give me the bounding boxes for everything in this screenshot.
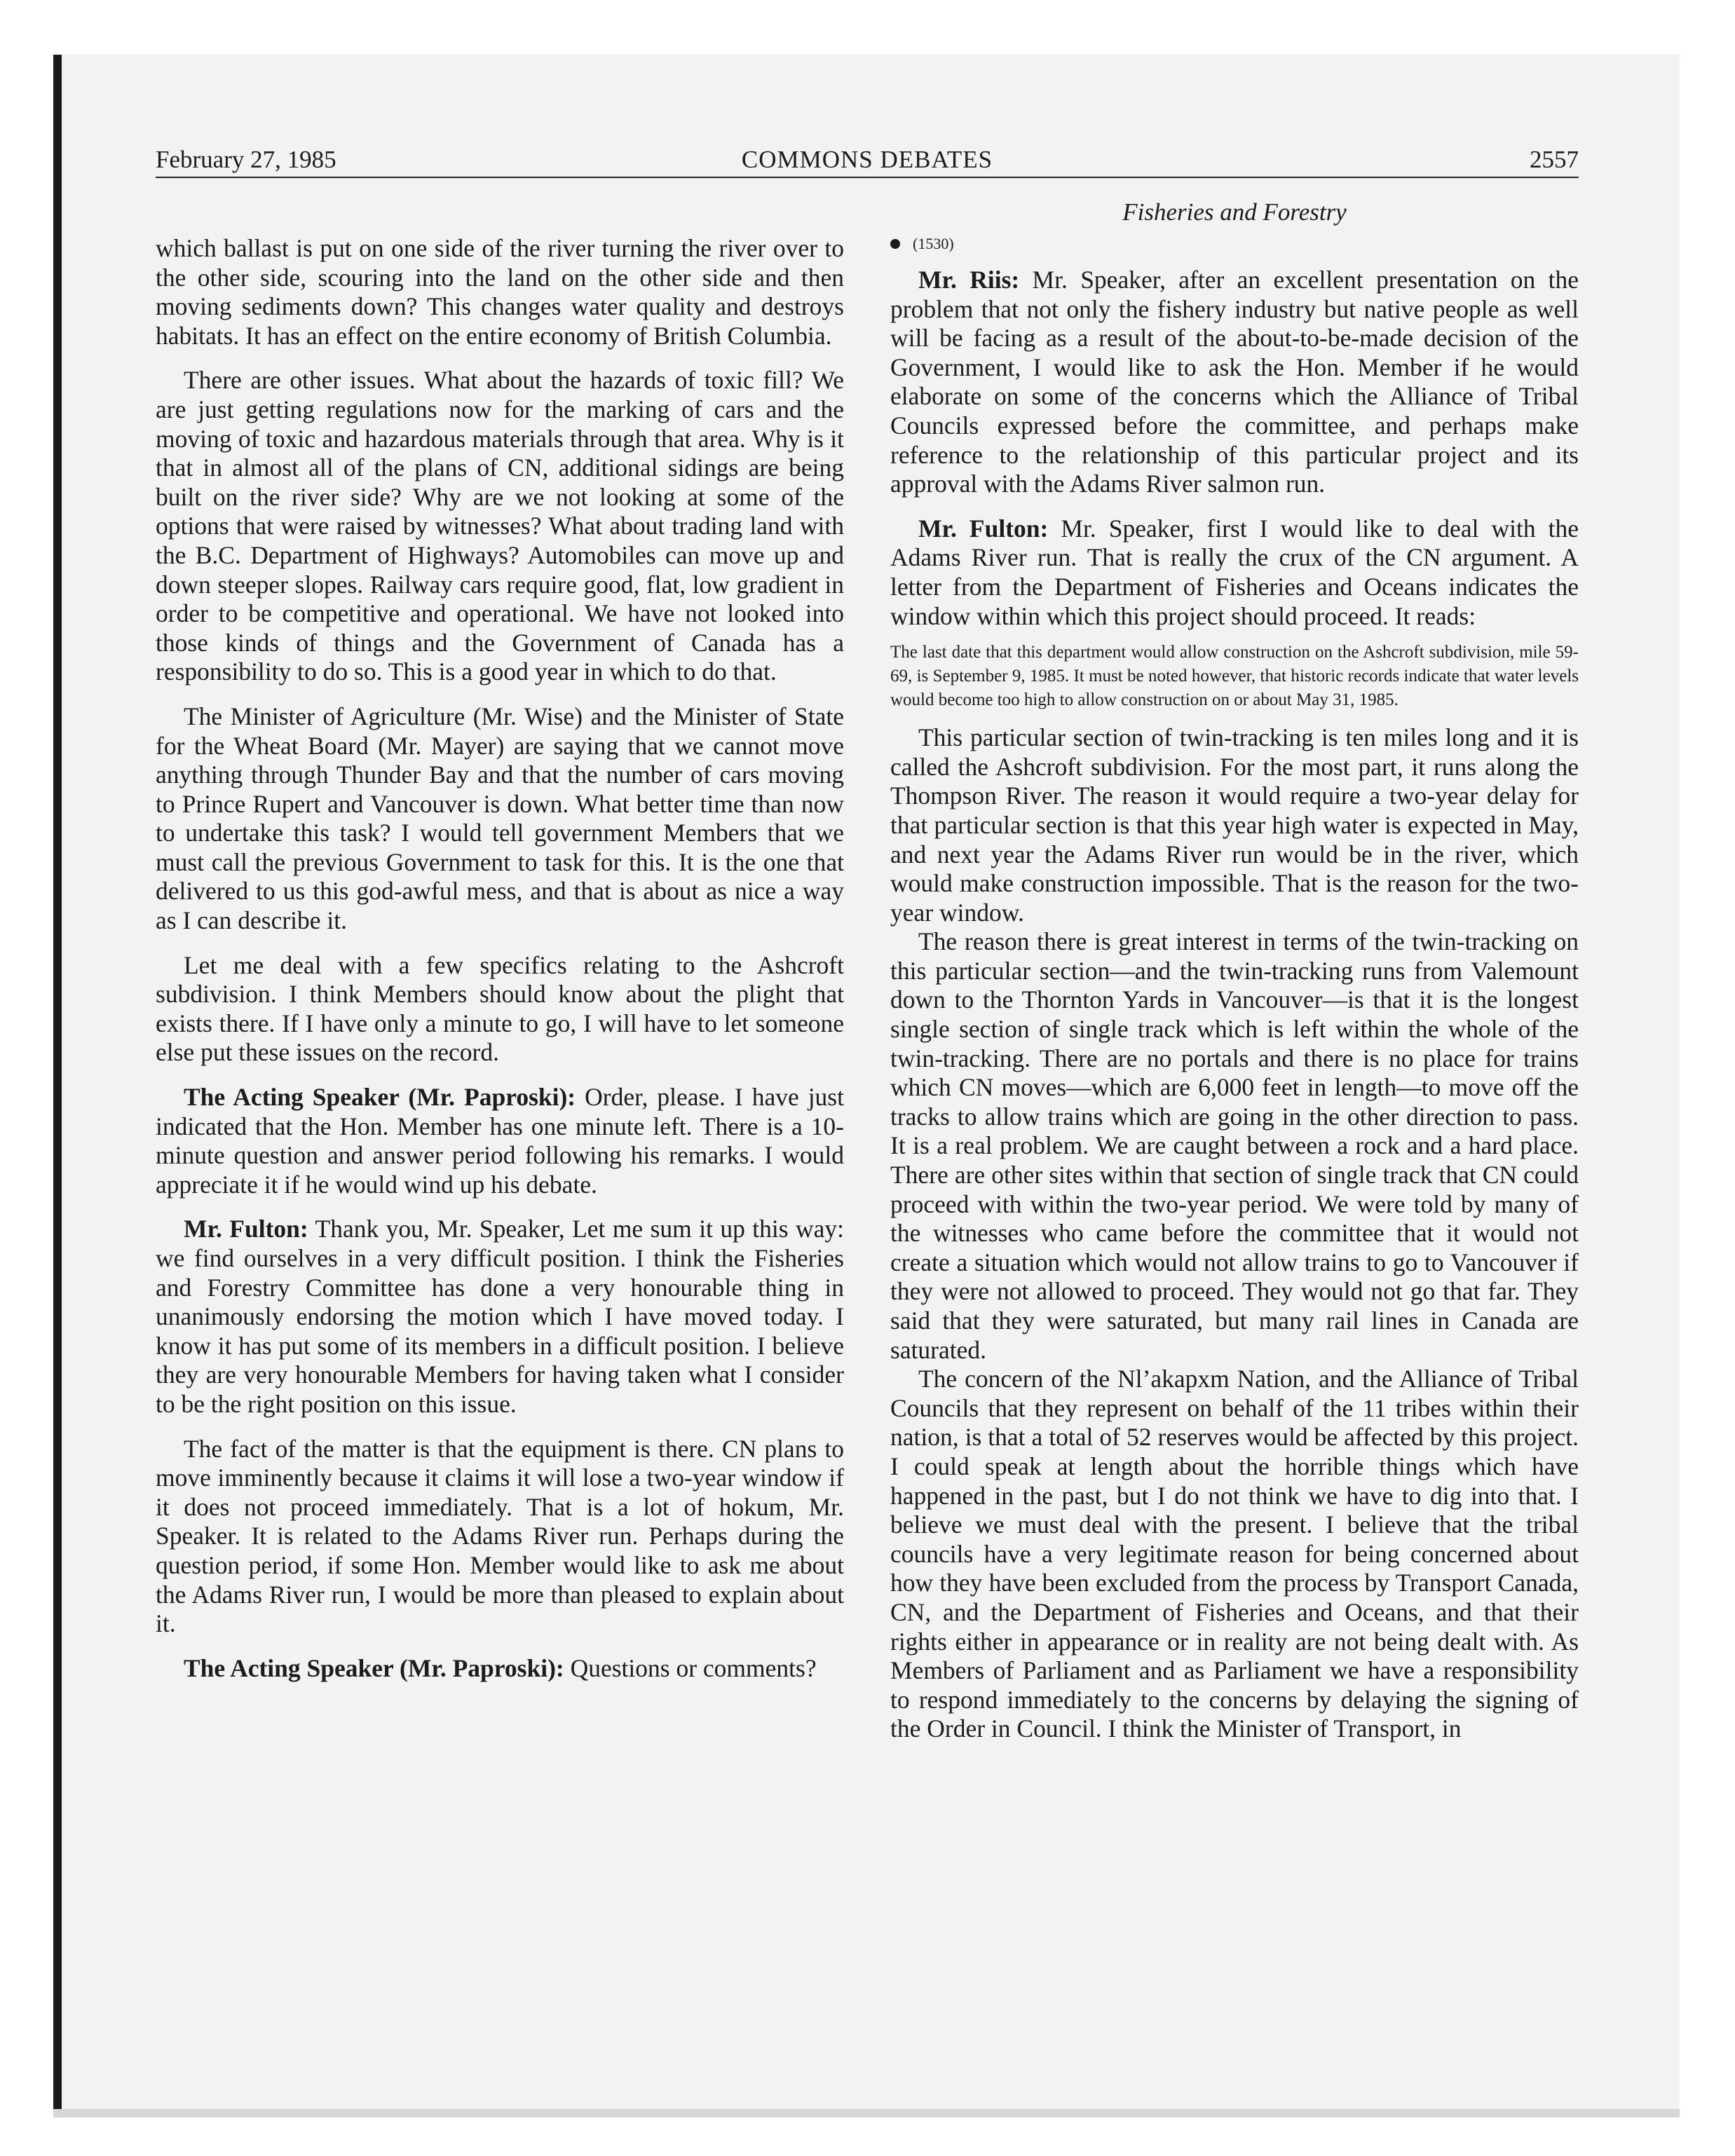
scan-edge-bottom [53, 2109, 1680, 2117]
right-column [890, 232, 1579, 1744]
speaker-name: Mr. Fulton: [918, 514, 1049, 543]
bullet-icon [890, 239, 900, 249]
header-publication: COMMONS DEBATES [741, 146, 993, 173]
speech-text: Mr. Speaker, first I would like to deal with the Adams River run. That is really the crux of the CN argument. A letter from the Department of Fisheries and Oceans indicates the window within which this project should proceed. It reads: [890, 514, 1579, 630]
right-paragraph-4: The reason there is great interest in terms of the twin-tracking on this particular section—and the twin-tracking runs from Valemount down to the Thornton Yards in Vancouver—is that it is the longest single section of single track which is left within the whole of the twin-tracking. There are no portals and there is no place for trains which CN moves—which are 6,000 feet in length—to move off the tracks to allow trains which are going in the other direction to pass. It is a real problem. We are caught between a rock and a hard place. There are other sites within that section of single track that CN could proceed with within the two-year period. We were told by many of the witnesses who came before the committee that it would not create a situation which would not allow trains to go to Vancouver if they were not allowed to proceed. They would not go that far. They said that they were saturated, but many rail lines in Canada are saturated. [890, 927, 1579, 1364]
speech-text: Questions or comments? [564, 1653, 817, 1682]
speaker-name: The Acting Speaker (Mr. Paproski): [184, 1083, 576, 1112]
left-paragraph-8 [156, 1654, 844, 1684]
speaker-name: The Acting Speaker (Mr. Paproski): [184, 1653, 564, 1682]
left-paragraph-6 [156, 1215, 844, 1419]
speaker-name: Mr. Riis: [918, 266, 1020, 294]
speech-text: Mr. Speaker, after an excellent presentation on the problem that not only the fishery industry but native people as well will be facing as a result of the about-to-be-made decision of the Government, I would like to ask the Hon. Member if he would elaborate on some of the concerns which the Alliance of Tribal Councils expressed before the committee, and perhaps make reference to the relationship of this particular project and its approval with the Adams River salmon run. [890, 266, 1579, 498]
right-paragraph-5: The concern of the Nl’akapxm Nation, and the Alliance of Tribal Councils that they represent on behalf of the 11 tribes within their nation, is that a total of 52 reserves would be affected by this project. I could speak at length about the horrible things which have happened in the past, but I do not think we have to dig into that. I believe we must deal with the present. I believe that the tribal councils have a very legitimate reason for being concerned about how they have been excluded from the process by Transport Canada, CN, and the Department of Fisheries and Oceans, and that their rights either in appearance or in reality are not being dealt with. As Members of Parliament and as Parliament we have a responsibility to respond immediately to the concerns by delaying the signing of the Order in Council. I think the Minister of Transport, in [890, 1365, 1579, 1743]
speech-text: Order, please. I have just indicated that the Hon. Member has one minute left. There is a 10-minute question and answer period following his remarks. I would appreciate it if he would wind up his debate. [156, 1083, 844, 1199]
left-paragraph-2: There are other issues. What about the hazards of toxic fill? We are just getting regulations now for the marking of cars and the moving of toxic and hazardous materials through that area. Why is it that in almost all of the plans of CN, additional sidings are being built on the river side? Why are we not looking at some of the options that were raised by witnesses? What about trading land with the B.C. Department of Highways? Automobiles can move up and down steeper slopes. Railway cars require good, flat, low gradient in order to be competitive and operational. We have not looked into those kinds of things and the Government of Canada has a responsibility to do so. This is a good year in which to do that. [156, 366, 844, 686]
right-paragraph-3: This particular section of twin-tracking is ten miles long and it is called the Ashcroft subdivision. For the most part, it runs along the Thompson River. The reason it would require a two-year delay for that particular section is that this year high water is expected in May, and next year the Adams River run would be in the river, which would make construction impossible. That is the reason for the two-year window. [890, 723, 1579, 927]
speech-text: Thank you, Mr. Speaker, Let me sum it up this way: we find ourselves in a very difficult position. I think the Fisheries and Forestry Committee has done a very honourable thing in unanimously endorsing the motion which I have moved today. I know it has put some of its members in a difficult position. I believe they are very honourable Members for having taken what I consider to be the right position on this issue. [156, 1215, 844, 1418]
left-column [156, 234, 844, 1698]
time-marker [890, 232, 1579, 256]
header-rule [156, 177, 1579, 178]
left-paragraph-7: The fact of the matter is that the equipment is there. CN plans to move imminently because it claims it will lose a two-year window if it does not proceed immediately. That is a lot of hokum, Mr. Speaker. It is related to the Adams River run. Perhaps during the question period, if some Hon. Member would like to ask me about the Adams River run, I would be more than pleased to explain about it. [156, 1434, 844, 1638]
right-paragraph-1 [890, 266, 1579, 499]
block-quote: The last date that this department would allow construction on the Ashcroft subdivision, mile 59-69, is September 9, 1985. It must be noted however, that historic records indicate that water levels would become too high to allow construction on or about May 31, 1985. [890, 643, 1579, 710]
left-paragraph-4: Let me deal with a few specifics relating to the Ashcroft subdivision. I think Members should know about the plight that exists there. If I have only a minute to go, I will have to let someone else put these issues on the record. [156, 950, 844, 1067]
header-page-number: 2557 [1530, 146, 1579, 173]
right-paragraph-2 [890, 514, 1579, 631]
section-title: Fisheries and Forestry [1122, 198, 1347, 226]
left-paragraph-3: The Minister of Agriculture (Mr. Wise) and the Minister of State for the Wheat Board (Mr. Mayer) are saying that we cannot move anything through Thunder Bay and that the number of cars moving to Prince Rupert and Vancouver is down. What better time than now to undertake this task? I would tell government Members that we must call the previous Government to task for this. It is the one that delivered to us this god-awful mess, and that is about as nice a way as I can describe it. [156, 702, 844, 935]
speaker-name: Mr. Fulton: [184, 1215, 308, 1243]
header-date: February 27, 1985 [156, 146, 336, 173]
time-marker-text: (1530) [913, 235, 954, 252]
running-head [156, 144, 1579, 176]
left-paragraph-5 [156, 1083, 844, 1199]
left-paragraph-1: which ballast is put on one side of the river turning the river over to the other side, scouring into the land on the other side and then moving sediments down? This changes water quality and destroys habitats. It has an effect on the entire economy of British Columbia. [156, 234, 844, 350]
scan-edge-left [53, 55, 62, 2117]
